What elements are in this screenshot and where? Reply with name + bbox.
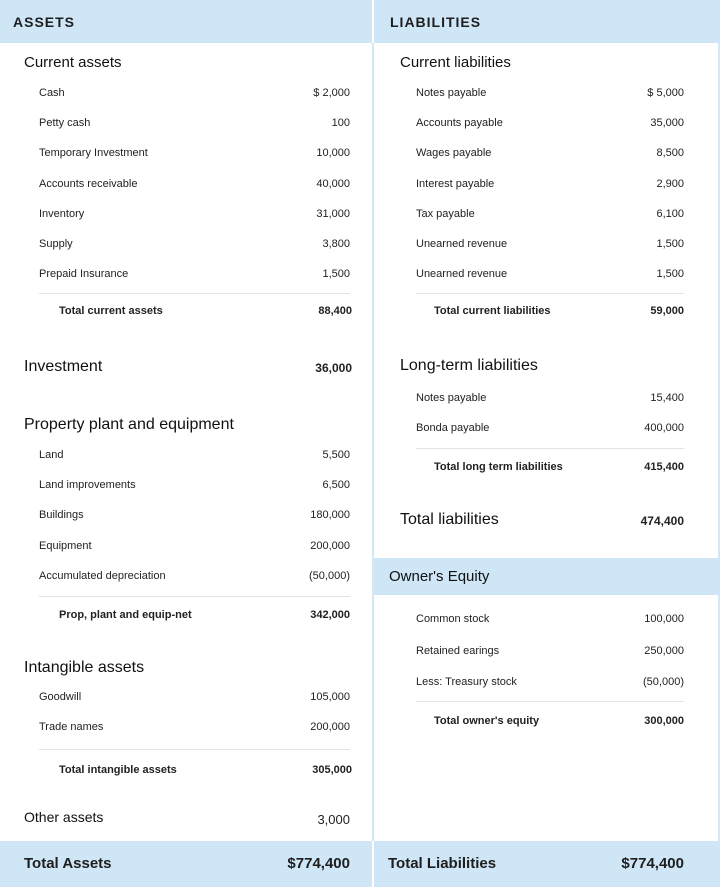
item-label: Goodwill — [39, 691, 82, 703]
other-assets-value: 3,000 — [317, 812, 350, 827]
item-label: Wages payable — [416, 147, 492, 159]
item-label: Bonda payable — [416, 422, 490, 434]
item-value: 1,500 — [656, 268, 684, 280]
list-item — [416, 178, 684, 198]
item-label: Accounts receivable — [39, 178, 138, 190]
total-assets-value: $774,400 — [287, 855, 350, 872]
total-label: Total owner's equity — [434, 715, 540, 727]
item-label: Petty cash — [39, 117, 91, 129]
total-value: 305,000 — [312, 764, 352, 776]
list-item — [39, 691, 350, 711]
item-label: Land improvements — [39, 479, 136, 491]
total-assets-footer — [0, 841, 372, 887]
item-value: 250,000 — [644, 645, 684, 657]
ppe-total-row — [59, 609, 350, 629]
assets-header: ASSETS — [0, 0, 372, 43]
intangible-total-row — [59, 764, 352, 784]
list-item — [416, 147, 684, 167]
item-label: Common stock — [416, 613, 490, 625]
total-long-term-row — [434, 461, 684, 481]
total-current-assets-row — [59, 305, 352, 325]
other-assets-label: Other assets — [24, 809, 104, 825]
item-label: Trade names — [39, 721, 104, 733]
item-value: $ 2,000 — [313, 87, 350, 99]
item-value: 35,000 — [650, 117, 684, 129]
item-value: 1,500 — [322, 268, 350, 280]
item-value: 100 — [331, 117, 350, 129]
total-liabilities-footer — [374, 841, 720, 887]
item-label: Prepaid Insurance — [39, 268, 129, 280]
item-label: Equipment — [39, 540, 92, 552]
item-label: Tax payable — [416, 208, 475, 220]
divider — [39, 293, 350, 294]
item-label: Supply — [39, 238, 73, 250]
item-label: Unearned revenue — [416, 268, 508, 280]
list-item — [39, 147, 350, 167]
list-item — [416, 208, 684, 228]
list-item — [39, 509, 350, 529]
current-assets-title: Current assets — [24, 54, 122, 71]
total-value: 342,000 — [310, 609, 350, 621]
list-item — [39, 449, 350, 469]
item-label: Notes payable — [416, 87, 487, 99]
list-item — [39, 87, 350, 107]
list-item — [39, 238, 350, 258]
item-label: Unearned revenue — [416, 238, 508, 250]
total-value: 415,400 — [644, 461, 684, 473]
list-item — [39, 117, 350, 137]
item-label: Land — [39, 449, 64, 461]
divider — [416, 293, 684, 294]
divider — [39, 596, 350, 597]
investment-value: 36,000 — [315, 361, 352, 375]
intangible-title: Intangible assets — [24, 659, 145, 676]
total-owners-equity-row — [434, 715, 684, 735]
total-value: 88,400 — [318, 305, 352, 317]
item-value: 400,000 — [644, 422, 684, 434]
total-current-liabilities-row — [434, 305, 684, 325]
owners-equity-band — [374, 558, 720, 595]
investment-row — [24, 358, 352, 381]
item-label: Temporary Investment — [39, 147, 148, 159]
owners-equity-title: Owner's Equity — [389, 568, 490, 585]
column-divider — [372, 43, 374, 841]
item-value: 200,000 — [310, 721, 350, 733]
list-item — [416, 87, 684, 107]
item-label: Accumulated depreciation — [39, 570, 166, 582]
item-label: Cash — [39, 87, 65, 99]
long-term-liabilities-title: Long-term liabilities — [400, 357, 538, 374]
item-label: Interest payable — [416, 178, 495, 190]
list-item — [39, 268, 350, 288]
total-liabilities-label: Total liabilities — [400, 511, 499, 528]
item-value: 6,100 — [656, 208, 684, 220]
total-liabilities-footer-value: $774,400 — [621, 855, 684, 872]
item-value: 200,000 — [310, 540, 350, 552]
item-label: Less: Treasury stock — [416, 676, 517, 688]
item-value: 15,400 — [650, 392, 684, 404]
list-item — [416, 117, 684, 137]
list-item — [39, 570, 350, 590]
liabilities-header: LIABILITIES — [374, 0, 720, 43]
item-value: $ 5,000 — [647, 87, 684, 99]
total-assets-label: Total Assets — [24, 855, 112, 872]
total-liabilities-footer-label: Total Liabilities — [388, 855, 497, 872]
item-value: 180,000 — [310, 509, 350, 521]
list-item — [39, 208, 350, 228]
item-value: 31,000 — [316, 208, 350, 220]
list-item — [39, 479, 350, 499]
item-value: 40,000 — [316, 178, 350, 190]
investment-label: Investment — [24, 358, 103, 375]
total-label: Total long term liabilities — [434, 461, 563, 473]
ppe-title: Property plant and equipment — [24, 416, 234, 433]
other-assets-row — [24, 809, 350, 832]
current-liabilities-title: Current liabilities — [400, 54, 511, 71]
item-label: Inventory — [39, 208, 85, 220]
list-item — [39, 178, 350, 198]
item-label: Accounts payable — [416, 117, 503, 129]
divider — [416, 448, 684, 449]
divider — [39, 749, 350, 750]
list-item — [416, 676, 684, 696]
total-label: Total current assets — [59, 305, 163, 317]
total-label: Total intangible assets — [59, 764, 177, 776]
item-value: 2,900 — [656, 178, 684, 190]
list-item — [416, 238, 684, 258]
list-item — [416, 422, 684, 442]
item-value: 8,500 — [656, 147, 684, 159]
total-label: Total current liabilities — [434, 305, 551, 317]
item-label: Notes payable — [416, 392, 487, 404]
total-liabilities-value: 474,400 — [640, 514, 684, 528]
list-item — [416, 268, 684, 288]
total-value: 59,000 — [650, 305, 684, 317]
item-value: 3,800 — [322, 238, 350, 250]
list-item — [416, 645, 684, 665]
item-value: 10,000 — [316, 147, 350, 159]
total-label: Prop, plant and equip-net — [59, 609, 192, 621]
item-value: 1,500 — [656, 238, 684, 250]
item-value: 100,000 — [644, 613, 684, 625]
list-item — [39, 540, 350, 560]
list-item — [416, 392, 684, 412]
divider — [416, 701, 684, 702]
total-liabilities-row — [400, 511, 684, 534]
item-value: 105,000 — [310, 691, 350, 703]
item-label: Retained earings — [416, 645, 500, 657]
total-value: 300,000 — [644, 715, 684, 727]
list-item — [39, 721, 350, 741]
item-value: 6,500 — [322, 479, 350, 491]
item-value: (50,000) — [309, 570, 350, 582]
item-value: (50,000) — [643, 676, 684, 688]
list-item — [416, 613, 684, 633]
item-label: Buildings — [39, 509, 84, 521]
item-value: 5,500 — [322, 449, 350, 461]
